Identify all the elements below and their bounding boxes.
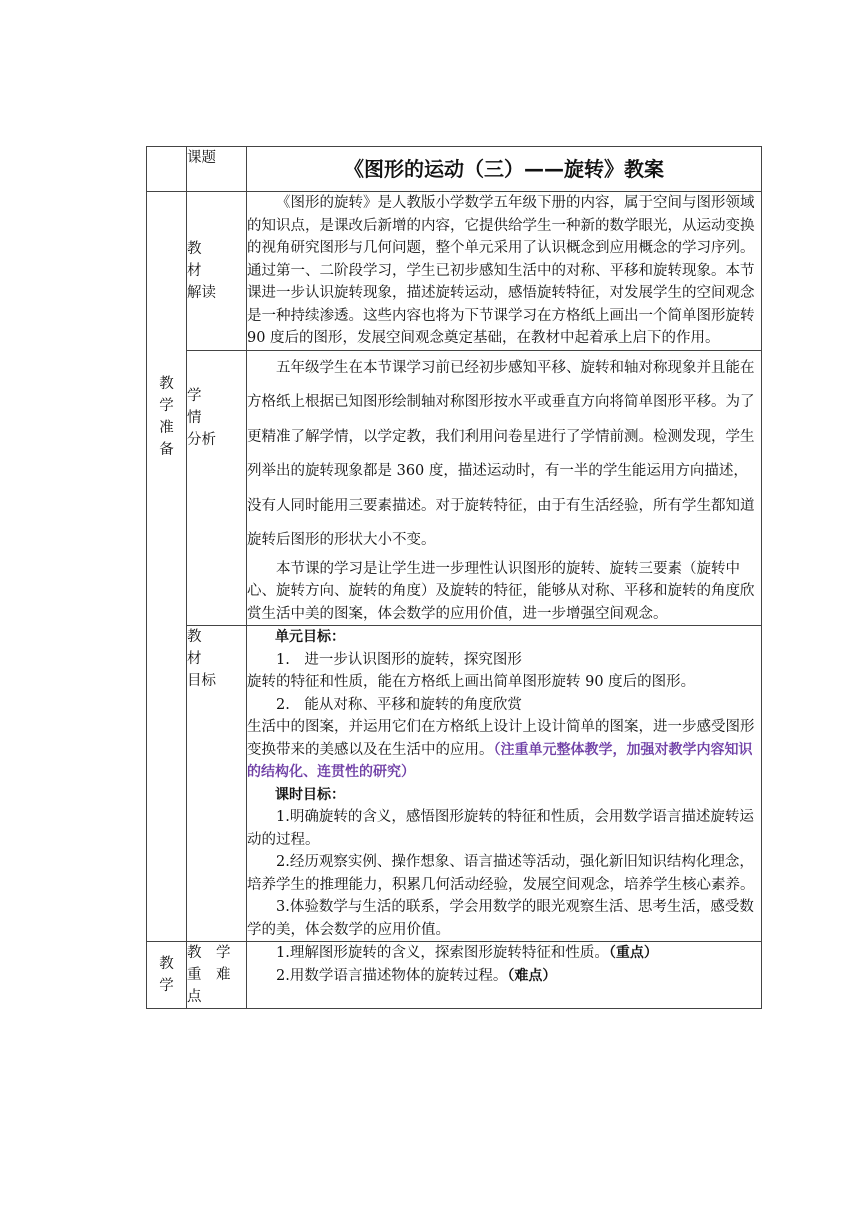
material-text-cell <box>247 192 762 351</box>
unit-goal-1b: 旋转的特征和性质，能在方格纸上画出简单图形旋转 90 度后的图形。 <box>247 674 696 690</box>
header-row <box>147 147 762 192</box>
lesson-plan-table <box>146 146 762 1009</box>
material-row <box>147 192 762 351</box>
lesson-goal-3: 3.体验数学与生活的联系，学会用数学的眼光观察生活、思考生活，感受数学的美，体会数学的应用价值。 <box>247 899 754 938</box>
lesson-goal-2: 2.经历观察实例、操作想象、语言描述等活动，强化新旧知识结构化理念，培养学生的推理能力，积累几何活动经验，发展空间观念，培养学生核心素养。 <box>247 854 755 893</box>
key-point-tag: （重点） <box>608 945 658 961</box>
prep-section-label: 教 学 准 备 <box>147 192 187 942</box>
unit-goals-heading: 单元目标： <box>275 629 345 645</box>
goals-row <box>147 626 762 942</box>
header-empty-cell <box>147 147 187 192</box>
material-label: 教 材 解读 <box>187 192 247 351</box>
material-text: 《图形的旋转》是人教版小学数学五年级下册的内容，属于空间与图形领域的知识点，是课改后新增的内容，它提供给学生一种新的数学眼光，从运动变换的视角研究图形与几何问题，整个单元采用了认识概念到应用概念的学习序列。通过第一、二阶段学习，学生已初步感知生活中的对称、平移和旋转现象。本节课进一步认识旋转现象，描述旋转运动，感悟旋转特征，对发展学生的空间观念是一种持续渗透。这些内容也将为下节课学习在方格纸上画出一个简单图形旋转 90 度后的图形，发展空间观念奠定基础，在教材中起着承上启下的作用。 <box>247 195 755 346</box>
difficult-point-tag: （难点） <box>507 967 557 984</box>
difficulty-row <box>147 942 762 1009</box>
unit-goal-1a: 1. 进一步认识图形的旋转，探究图形 <box>276 651 522 668</box>
student-text: 五年级学生在本节课学习前已经初步感知平移、旋转和轴对称现象并且能在方格纸上根据已知图形绘制轴对称图形按水平或垂直方向将简单图形平移。为了更精准了解学情，以学定教，我们利用问卷星进行了学情前测。检测发现，学生列举出的旋转现象都是 360 度，描述运动时，有一半的学生能运用方向描述，没有人同时能用三要素描述。对于旋转特征，由于有生活经验，所有学生都知道旋转后图形的形状大小不变。 <box>247 359 755 548</box>
difficulty-text-cell <box>247 942 762 1009</box>
lesson-goal-1: 1.明确旋转的含义，感悟图形旋转的特征和性质，会用数学语言描述旋转运动的过程。 <box>247 809 754 848</box>
student-row <box>147 350 762 626</box>
goals-label: 教 材 目标 <box>187 626 247 942</box>
difficulty-item-1: 1.理解图形旋转的含义，探索图形旋转特征和性质。（重点） <box>276 945 658 961</box>
key-section-label: 教 学 <box>147 942 187 1009</box>
student-label: 学 情 分析 <box>187 350 247 626</box>
goals-text-cell <box>247 626 762 942</box>
difficulty-item-2: 2.用数学语言描述物体的旋转过程。（难点） <box>276 967 557 984</box>
document-title: 《图形的运动（三）——旋转》教案 <box>247 147 762 192</box>
student-text-2: 本节课的学习是让学生进一步理性认识图形的旋转、旋转三要素（旋转中心、旋转方向、旋转的角度）及旋转的特征，能够从对称、平移和旋转的角度欣赏生活中美的图案，体会数学的应用价值，进一步增强空间观念。 <box>247 560 755 622</box>
student-text-cell <box>247 350 762 626</box>
lesson-goals-heading: 课时目标： <box>275 786 345 803</box>
topic-label: 课题 <box>187 147 247 192</box>
unit-goal-2a: 2. 能从对称、平移和旋转的角度欣赏 <box>276 696 522 713</box>
unit-goal-2b: 生活中的图案，并运用它们在方格纸上设计上设计简单的图案，进一步感受图形变换带来的美感以及在生活中的应用。（注重单元整体教学，加强对教学内容知识的结构化、连贯性的研究） <box>247 719 755 780</box>
unit-goal-note: （注重单元整体教学，加强对教学内容知识的结构化、连贯性的研究） <box>247 741 753 780</box>
difficulty-label: 教 学 重 难 点 <box>187 942 247 1009</box>
